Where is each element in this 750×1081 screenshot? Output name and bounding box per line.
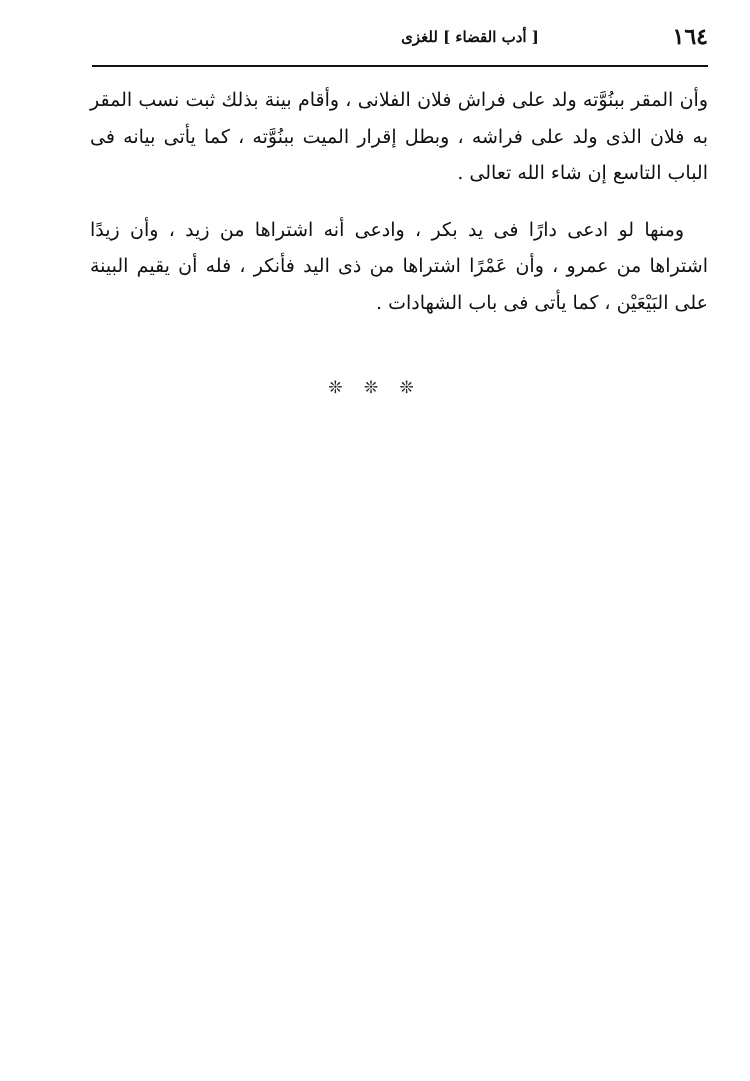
page-number: ١٦٤ bbox=[672, 24, 708, 50]
body-text bbox=[90, 82, 708, 321]
paragraph-1: وأن المقر ببنُوَّته ولد على فراش فلان الفلانى ، وأقام بينة بذلك ثبت نسب المقر به فلان الذى ولد على فراشه ، وبطل إقرار الميت ببنُوَّته ، كما يأتى بيانه فى الباب التاسع إن شاء الله تعالى . bbox=[90, 89, 708, 184]
paragraph-2: ومنها لو ادعى دارًا فى يد بكر ، وادعى أنه اشتراها من زيد ، وأن زيدًا اشتراها من عمرو ، وأن عَمْرًا اشتراها من ذى اليد فأنكر ، فله أن يقيم البينة على البَيْعَيْن ، كما يأتى فى باب الشهادات . bbox=[90, 218, 708, 314]
running-title: [ أدب القضاء ] للغزى bbox=[401, 28, 539, 46]
section-separator: ❊ ❊ ❊ bbox=[328, 378, 422, 398]
page-header bbox=[92, 22, 708, 62]
header-rule bbox=[92, 65, 708, 67]
